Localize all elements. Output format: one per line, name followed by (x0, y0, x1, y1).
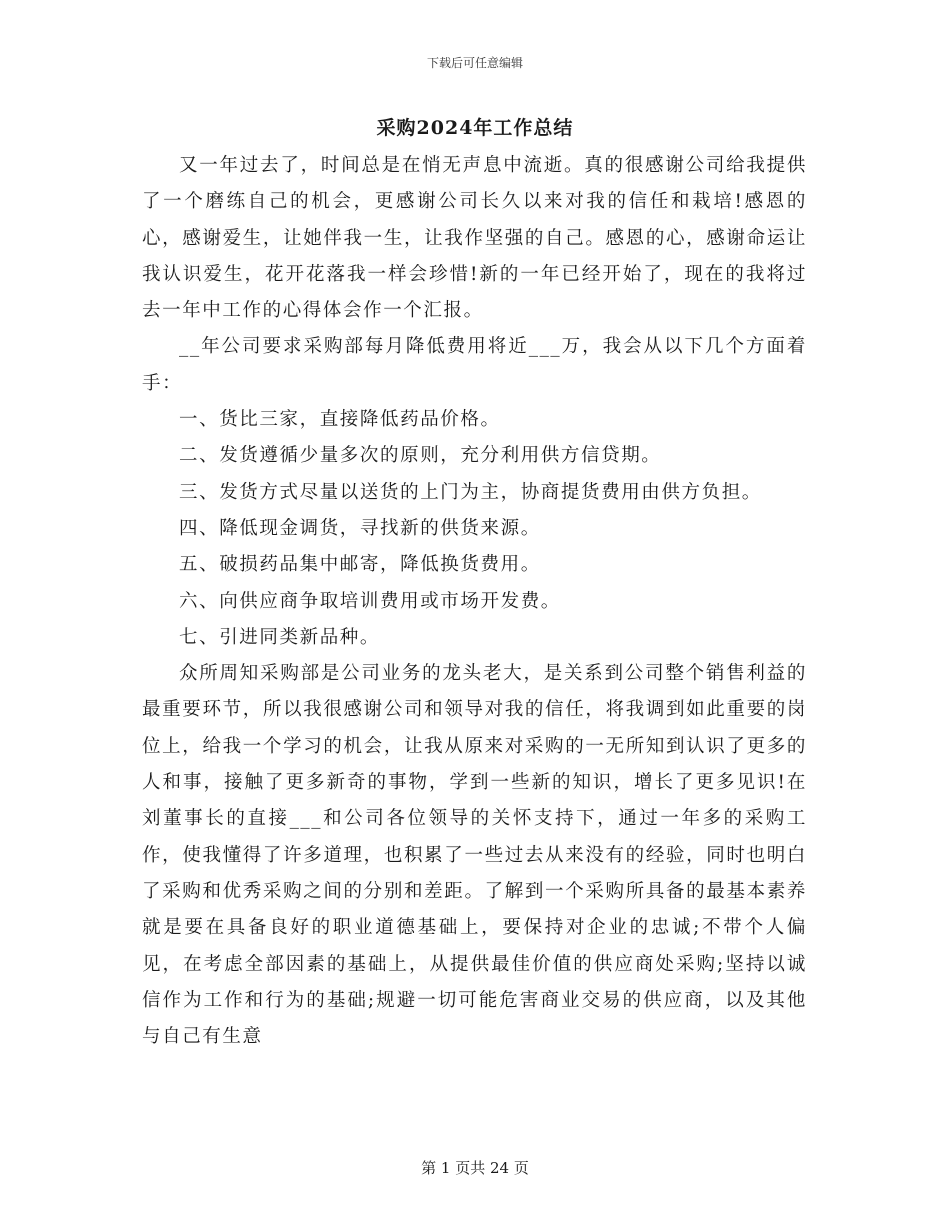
page-header: 下载后可任意编辑 (426, 56, 523, 70)
list-item: 四、降低现金调货，寻找新的供货来源。 (179, 517, 541, 539)
list-item: 二、发货遵循少量多次的原则，充分利用供方信贷期。 (179, 445, 662, 467)
document-body (142, 148, 807, 1055)
list-item: 六、向供应商争取培训费用或市场开发费。 (179, 590, 561, 612)
page-footer: 第 1 页共 24 页 (421, 1159, 529, 1177)
list-item: 五、破损药品集中邮寄，降低换货费用。 (179, 554, 541, 576)
paragraph-cost-target: __年公司要求采购部每月降低费用将近___万，我会从以下几个方面着手： (142, 336, 807, 394)
document-title: 采购2024年工作总结 (376, 117, 574, 139)
paragraph-reflection: 众所周知采购部是公司业务的龙头老大，是关系到公司整个销售利益的最重要环节，所以我很感谢公司和领导对我的信任，将我调到如此重要的岗位上，给我一个学习的机会，让我从原来对采购的一无所知到认识了更多的人和事，接触了更多新奇的事物，学到一些新的知识，增长了更多见识!在刘董事长的直接___和公司各位领导的关怀支持下，通过一年多的采购工作，使我懂得了许多道理，也积累了一些过去从来没有的经验，同时也明白了采购和优秀采购之间的分别和差距。了解到一个采购所具备的最基本素养就是要在具备良好的职业道德基础上，要保持对企业的忠诚;不带个人偏见，在考虑全部因素的基础上，从提供最佳价值的供应商处采购;坚持以诚信作为工作和行为的基础;规避一切可能危害商业交易的供应商，以及其他与自己有生意 (142, 663, 807, 1048)
list-item: 三、发货方式尽量以送货的上门为主，协商提货费用由供方负担。 (179, 481, 762, 503)
list-item: 一、货比三家，直接降低药品价格。 (179, 409, 501, 431)
paragraph-intro: 又一年过去了，时间总是在悄无声息中流逝。真的很感谢公司给我提供了一个磨练自己的机会，更感谢公司长久以来对我的信任和栽培!感恩的心，感谢爱生，让她伴我一生，让我作坚强的自己。感恩的心，感谢命运让我认识爱生，花开花落我一样会珍惜!新的一年已经开始了，现在的我将过去一年中工作的心得体会作一个汇报。 (142, 155, 807, 322)
list-item: 七、引进同类新品种。 (179, 626, 381, 648)
